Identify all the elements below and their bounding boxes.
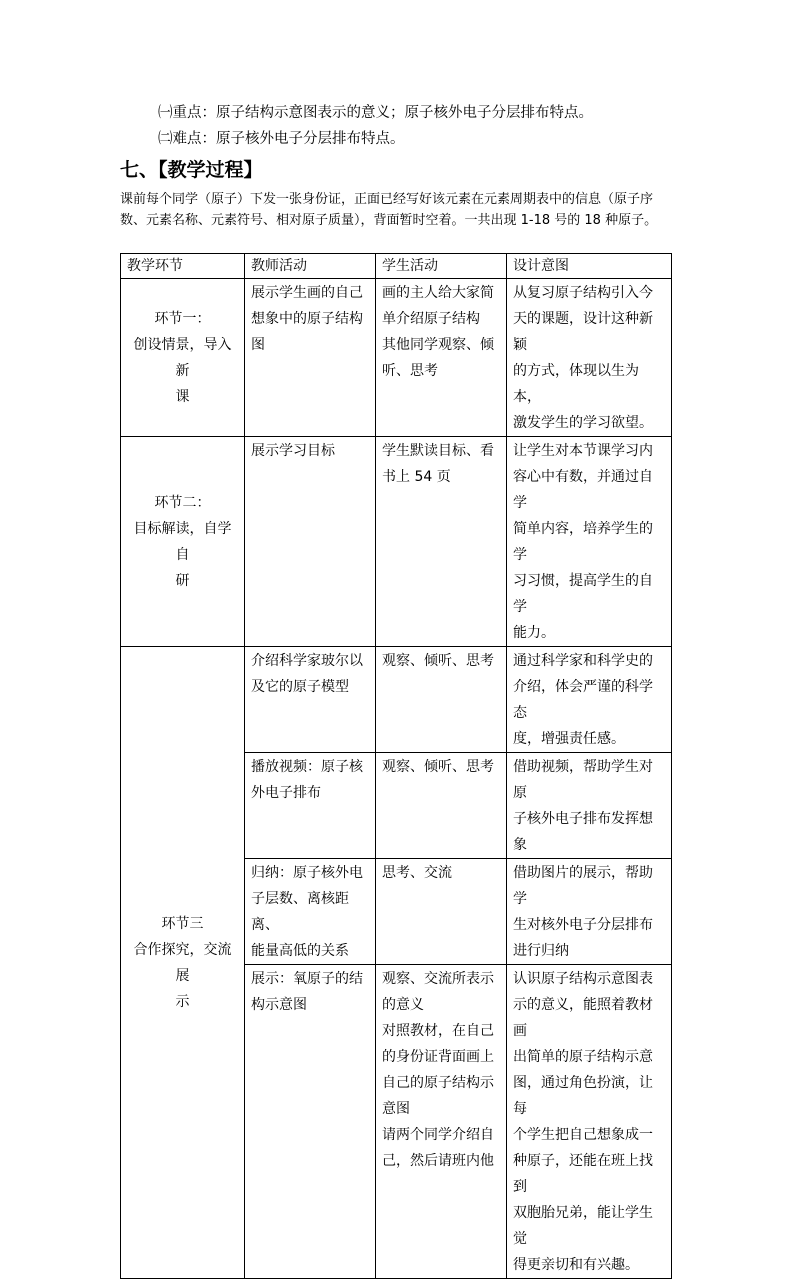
cell-line: 象 xyxy=(513,837,527,853)
cell-line: 个学生把自己想象成一 xyxy=(513,1127,653,1143)
cell-line: 听、思考 xyxy=(382,363,438,379)
cell-line: 其他同学观察、倾 xyxy=(382,337,494,353)
cell-line: 示 xyxy=(175,994,190,1010)
header-teacher: 教师活动 xyxy=(245,254,376,279)
cell-line: 观察、倾听、思考 xyxy=(382,759,494,775)
cell-line: 书上 54 页 xyxy=(382,469,451,485)
table-row xyxy=(121,437,672,647)
cell-line: 能力。 xyxy=(513,625,555,641)
cell-line: 画的主人给大家简 xyxy=(382,285,494,301)
teacher-activity-cell xyxy=(245,965,376,1279)
cell-line: 进行归纳 xyxy=(513,943,569,959)
cell-line: 激发学生的学习欲望。 xyxy=(513,415,653,431)
student-activity-cell xyxy=(376,965,507,1279)
cell-line: 展示学习目标 xyxy=(251,443,335,459)
design-intent-cell xyxy=(507,859,672,965)
cell-line: 播放视频：原子核 xyxy=(251,759,363,775)
cell-line: 子层数、离核距离、 xyxy=(251,891,349,933)
section-title: 七、【教学过程】 xyxy=(120,159,263,181)
key-point-difficult: ㈡难点：原子核外电子分层排布特点。 xyxy=(158,131,405,147)
cell-line: 展示学生画的自己 xyxy=(251,285,363,301)
cell-line: 得更亲切和有兴趣。 xyxy=(513,1257,639,1273)
key-point-important: ㈠重点：原子结构示意图表示的意义；原子核外电子分层排布特点。 xyxy=(158,105,593,121)
table-header-row xyxy=(121,254,672,279)
cell-line: 能量高低的关系 xyxy=(251,943,349,959)
cell-line: 双胞胎兄弟，能让学生觉 xyxy=(513,1205,653,1247)
cell-line: 出简单的原子结构示意 xyxy=(513,1049,653,1065)
cell-line: 研 xyxy=(175,573,190,589)
student-activity-cell xyxy=(376,753,507,859)
header-intent: 设计意图 xyxy=(507,254,672,279)
design-intent-cell xyxy=(507,437,672,647)
design-intent-cell xyxy=(507,965,672,1279)
cell-line: 创设情景，导入新 xyxy=(133,337,232,379)
stage-cell xyxy=(121,437,245,647)
cell-line: 环节二： xyxy=(154,495,211,511)
cell-line: 自己的原子结构示 xyxy=(382,1075,494,1091)
cell-line: 想象中的原子结构 xyxy=(251,311,363,327)
intro-paragraph: 课前每个同学（原子）下发一张身份证，正面已经写好该元素在元素周期表中的信息（原子序数、元素名称、元素符号、相对原子质量），背面暂时空着。一共出现 1-18 号的 18 种原子。 xyxy=(120,192,658,228)
cell-line: 学生默读目标、看 xyxy=(382,443,494,459)
cell-line: 的意义 xyxy=(382,997,424,1013)
cell-line: 让学生对本节课学习内 xyxy=(513,443,653,459)
cell-line: 子核外电子排布发挥想 xyxy=(513,811,653,827)
teacher-activity-cell xyxy=(245,647,376,753)
cell-line: 天的课题，设计这种新颖 xyxy=(513,311,653,353)
teaching-process-table xyxy=(120,253,672,1279)
cell-line: 生对核外电子分层排布 xyxy=(513,917,653,933)
cell-line: 思考、交流 xyxy=(382,865,452,881)
design-intent-cell xyxy=(507,753,672,859)
cell-line: 容心中有数，并通过自学 xyxy=(513,469,653,511)
cell-line: 外电子排布 xyxy=(251,785,321,801)
table-row xyxy=(121,647,672,753)
cell-line: 目标解读，自学自 xyxy=(133,521,232,563)
stage-cell xyxy=(121,279,245,437)
cell-line: 环节一： xyxy=(154,311,211,327)
cell-line: 观察、交流所表示 xyxy=(382,971,494,987)
cell-line: 合作探究，交流展 xyxy=(133,942,232,984)
cell-line: 归纳：原子核外电 xyxy=(251,865,363,881)
cell-line: 环节三 xyxy=(161,916,204,932)
cell-line: 借助视频，帮助学生对原 xyxy=(513,759,653,801)
design-intent-cell xyxy=(507,279,672,437)
cell-line: 的方式，体现以生为本， xyxy=(513,363,639,405)
teacher-activity-cell xyxy=(245,437,376,647)
stage-cell xyxy=(121,647,245,1279)
teacher-activity-cell xyxy=(245,859,376,965)
cell-line: 图 xyxy=(251,337,265,353)
header-stage: 教学环节 xyxy=(121,254,245,279)
cell-line: 度，增强责任感。 xyxy=(513,731,625,747)
student-activity-cell xyxy=(376,859,507,965)
header-student: 学生活动 xyxy=(376,254,507,279)
teacher-activity-cell xyxy=(245,753,376,859)
table-row xyxy=(121,279,672,437)
cell-line: 课 xyxy=(175,389,190,405)
cell-line: 对照教材，在自己 xyxy=(382,1023,494,1039)
cell-line: 及它的原子模型 xyxy=(251,679,349,695)
design-intent-cell xyxy=(507,647,672,753)
cell-line: 介绍科学家玻尔以 xyxy=(251,653,363,669)
cell-line: 请两个同学介绍自 xyxy=(382,1127,494,1143)
cell-line: 习习惯，提高学生的自学 xyxy=(513,573,653,615)
cell-line: 己，然后请班内他 xyxy=(382,1153,494,1169)
cell-line: 认识原子结构示意图表 xyxy=(513,971,653,987)
cell-line: 从复习原子结构引入今 xyxy=(513,285,653,301)
cell-line: 展示：氧原子的结 xyxy=(251,971,363,987)
cell-line: 的身份证背面画上 xyxy=(382,1049,494,1065)
student-activity-cell xyxy=(376,647,507,753)
cell-line: 单介绍原子结构 xyxy=(382,311,480,327)
cell-line: 构示意图 xyxy=(251,997,307,1013)
cell-line: 种原子，还能在班上找到 xyxy=(513,1153,653,1195)
cell-line: 介绍，体会严谨的科学态 xyxy=(513,679,653,721)
cell-line: 意图 xyxy=(382,1101,410,1117)
teacher-activity-cell xyxy=(245,279,376,437)
cell-line: 观察、倾听、思考 xyxy=(382,653,494,669)
student-activity-cell xyxy=(376,279,507,437)
cell-line: 借助图片的展示，帮助学 xyxy=(513,865,653,907)
student-activity-cell xyxy=(376,437,507,647)
cell-line: 图，通过角色扮演，让每 xyxy=(513,1075,653,1117)
cell-line: 示的意义，能照着教材画 xyxy=(513,997,653,1039)
cell-line: 简单内容，培养学生的学 xyxy=(513,521,653,563)
cell-line: 通过科学家和科学史的 xyxy=(513,653,653,669)
